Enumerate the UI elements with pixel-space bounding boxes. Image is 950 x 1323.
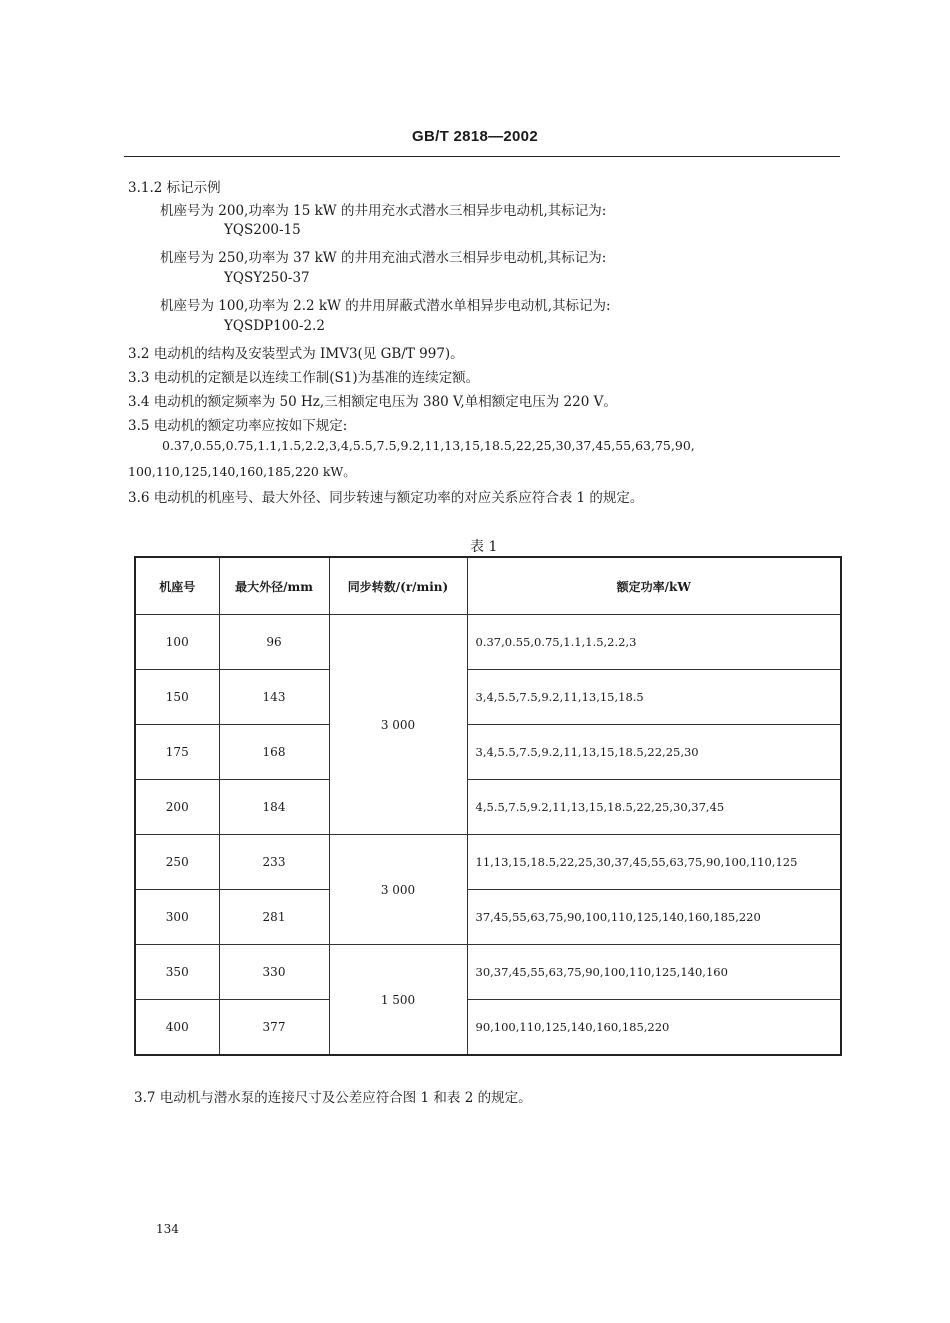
marking-example-3-code: YQSDP100-2.2 <box>224 318 325 334</box>
clause-3-7: 3.7 电动机与潜水泵的连接尺寸及公差应符合图 1 和表 2 的规定。 <box>134 1090 532 1106</box>
cell-frame: 100 <box>135 615 219 670</box>
table-1 <box>134 556 842 1056</box>
col-header-power: 额定功率/kW <box>467 557 841 615</box>
cell-power: 30,37,45,55,63,75,90,100,110,125,140,160 <box>467 945 841 1000</box>
table-row <box>135 725 841 780</box>
cell-power: 37,45,55,63,75,90,100,110,125,140,160,185,220 <box>467 890 841 945</box>
cell-diameter: 143 <box>219 670 329 725</box>
cell-diameter: 96 <box>219 615 329 670</box>
clause-3-1-2-heading: 3.1.2 标记示例 <box>128 180 221 196</box>
col-header-frame: 机座号 <box>135 557 219 615</box>
marking-example-1-code: YQS200-15 <box>224 222 301 238</box>
table-row <box>135 945 841 1000</box>
cell-power: 3,4,5.5,7.5,9.2,11,13,15,18.5 <box>467 670 841 725</box>
cell-power: 90,100,110,125,140,160,185,220 <box>467 1000 841 1056</box>
cell-speed-group-3: 1 500 <box>329 945 467 1056</box>
header-rule <box>124 156 840 157</box>
cell-power: 4,5.5,7.5,9.2,11,13,15,18.5,22,25,30,37,45 <box>467 780 841 835</box>
cell-power: 3,4,5.5,7.5,9.2,11,13,15,18.5,22,25,30 <box>467 725 841 780</box>
table-row <box>135 670 841 725</box>
rated-power-series-line-2: 100,110,125,140,160,185,220 kW。 <box>128 464 356 479</box>
document-header: GB/T 2818—2002 <box>412 128 538 145</box>
cell-diameter: 281 <box>219 890 329 945</box>
cell-speed-group-2: 3 000 <box>329 835 467 945</box>
cell-power: 0.37,0.55,0.75,1.1,1.5,2.2,3 <box>467 615 841 670</box>
cell-frame: 200 <box>135 780 219 835</box>
table-1-caption: 表 1 <box>470 539 498 555</box>
col-header-diameter: 最大外径/mm <box>219 557 329 615</box>
cell-frame: 300 <box>135 890 219 945</box>
marking-example-2-code: YQSY250-37 <box>224 270 310 286</box>
cell-diameter: 184 <box>219 780 329 835</box>
clause-3-6: 3.6 电动机的机座号、最大外径、同步转速与额定功率的对应关系应符合表 1 的规定。 <box>128 490 644 506</box>
cell-speed-group-1: 3 000 <box>329 615 467 835</box>
cell-frame: 400 <box>135 1000 219 1056</box>
table-row <box>135 890 841 945</box>
cell-diameter: 233 <box>219 835 329 890</box>
marking-example-3-text: 机座号为 100,功率为 2.2 kW 的井用屏蔽式潜水单相异步电动机,其标记为: <box>160 298 611 314</box>
clause-3-2: 3.2 电动机的结构及安装型式为 IMV3(见 GB/T 997)。 <box>128 346 464 362</box>
clause-3-4: 3.4 电动机的额定频率为 50 Hz,三相额定电压为 380 V,单相额定电压为 220 V。 <box>128 394 617 410</box>
table-header-row <box>135 557 841 615</box>
table-row <box>135 1000 841 1056</box>
col-header-speed: 同步转数/(r/min) <box>329 557 467 615</box>
table-row <box>135 615 841 670</box>
table-row <box>135 780 841 835</box>
page-number: 134 <box>156 1222 179 1236</box>
marking-example-2-text: 机座号为 250,功率为 37 kW 的井用充油式潜水三相异步电动机,其标记为: <box>160 250 607 266</box>
cell-diameter: 377 <box>219 1000 329 1056</box>
cell-diameter: 168 <box>219 725 329 780</box>
cell-frame: 350 <box>135 945 219 1000</box>
clause-3-3: 3.3 电动机的定额是以连续工作制(S1)为基准的连续定额。 <box>128 370 480 386</box>
table-row <box>135 835 841 890</box>
rated-power-series-line-1: 0.37,0.55,0.75,1.1,1.5,2.2,3,4,5.5,7.5,9.2,11,13,15,18.5,22,25,30,37,45,55,63,75,90, <box>162 438 695 453</box>
cell-frame: 175 <box>135 725 219 780</box>
marking-example-1-text: 机座号为 200,功率为 15 kW 的井用充水式潜水三相异步电动机,其标记为: <box>160 203 607 219</box>
cell-power: 11,13,15,18.5,22,25,30,37,45,55,63,75,90,100,110,125 <box>467 835 841 890</box>
cell-frame: 150 <box>135 670 219 725</box>
cell-diameter: 330 <box>219 945 329 1000</box>
clause-3-5: 3.5 电动机的额定功率应按如下规定: <box>128 418 348 434</box>
cell-frame: 250 <box>135 835 219 890</box>
